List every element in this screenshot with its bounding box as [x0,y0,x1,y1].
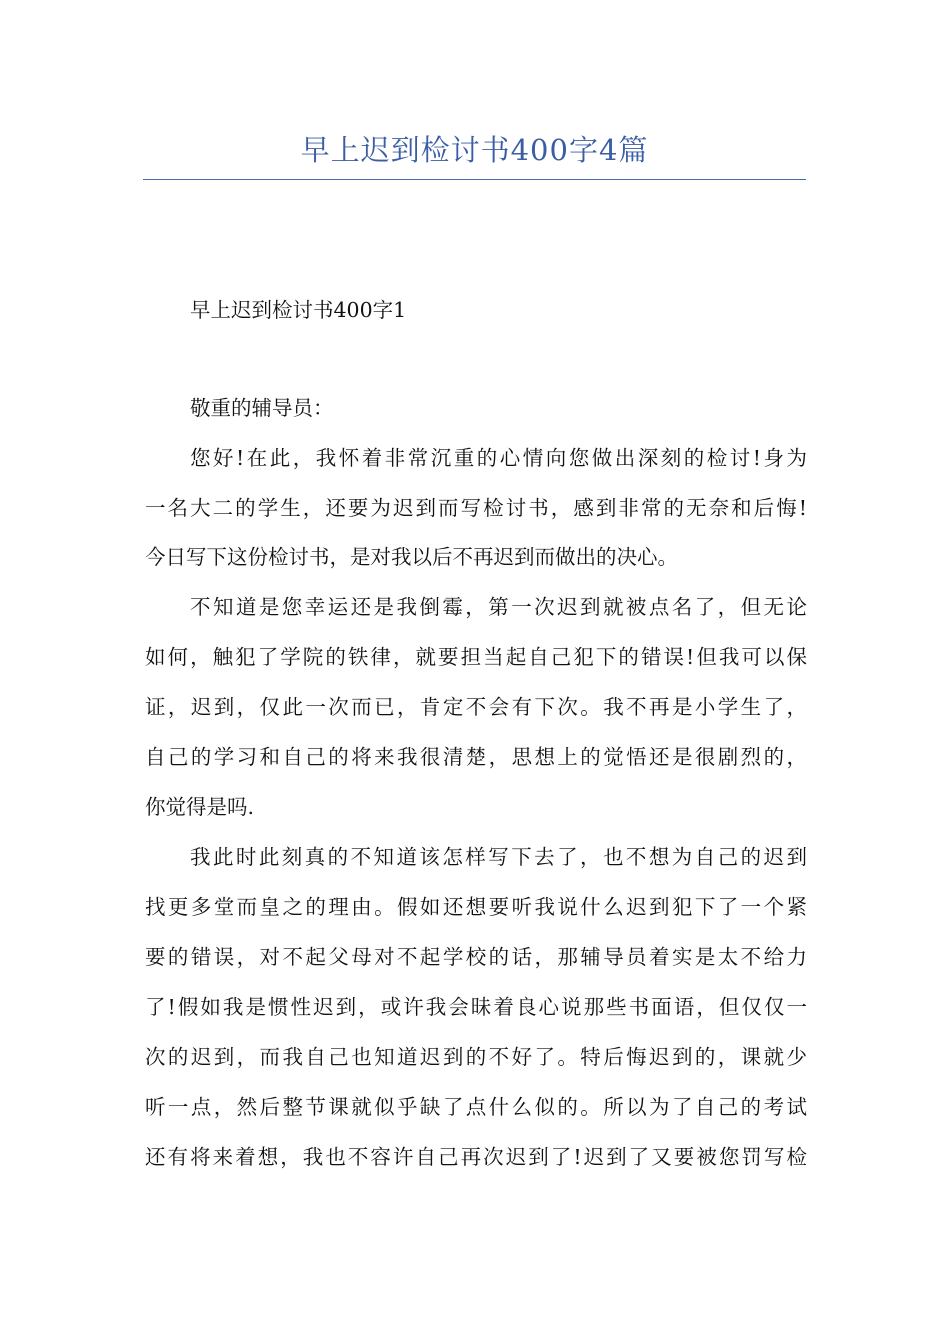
paragraph-line: 今日写下这份检讨书，是对我以后不再迟到而做出的决心。 [145,545,678,569]
section-heading: 早上迟到检讨书400字1 [190,298,407,322]
paragraph-line: 一名大二的学生，还要为迟到而写检讨书，感到非常的无奈和后悔! [145,496,807,520]
paragraph-line: 要的错误，对不起父母对不起学校的话，那辅导员着实是太不给力 [145,945,807,969]
paragraph-line: 证，迟到，仅此一次而已，肯定不会有下次。我不再是小学生了， [145,695,807,719]
paragraph-line: 不知道是您幸运还是我倒霉，第一次迟到就被点名了，但无论 [190,595,807,619]
salutation: 敬重的辅导员： [190,396,334,420]
document-title: 早上迟到检讨书400字4篇 [300,133,649,167]
title-underline [143,179,806,180]
paragraph-line: 听一点，然后整节课就似乎缺了点什么似的。所以为了自己的考试 [145,1095,807,1119]
paragraph-line: 我此时此刻真的不知道该怎样写下去了，也不想为自己的迟到 [190,845,807,869]
paragraph-line: 找更多堂而皇之的理由。假如还想要听我说什么迟到犯下了一个紧 [145,895,807,919]
paragraph-line: 你觉得是吗. [145,795,255,819]
paragraph-line: 次的迟到，而我自己也知道迟到的不好了。特后悔迟到的，课就少 [145,1045,807,1069]
paragraph-line: 了!假如我是惯性迟到，或许我会昧着良心说那些书面语，但仅仅一 [145,995,807,1019]
paragraph-line: 还有将来着想，我也不容许自己再次迟到了!迟到了又要被您罚写检 [145,1145,807,1169]
paragraph-line: 如何，触犯了学院的铁律，就要担当起自己犯下的错误!但我可以保 [145,645,807,669]
paragraph-line: 自己的学习和自己的将来我很清楚，思想上的觉悟还是很剧烈的， [145,745,807,769]
paragraph-line: 您好!在此，我怀着非常沉重的心情向您做出深刻的检讨!身为 [190,446,807,470]
